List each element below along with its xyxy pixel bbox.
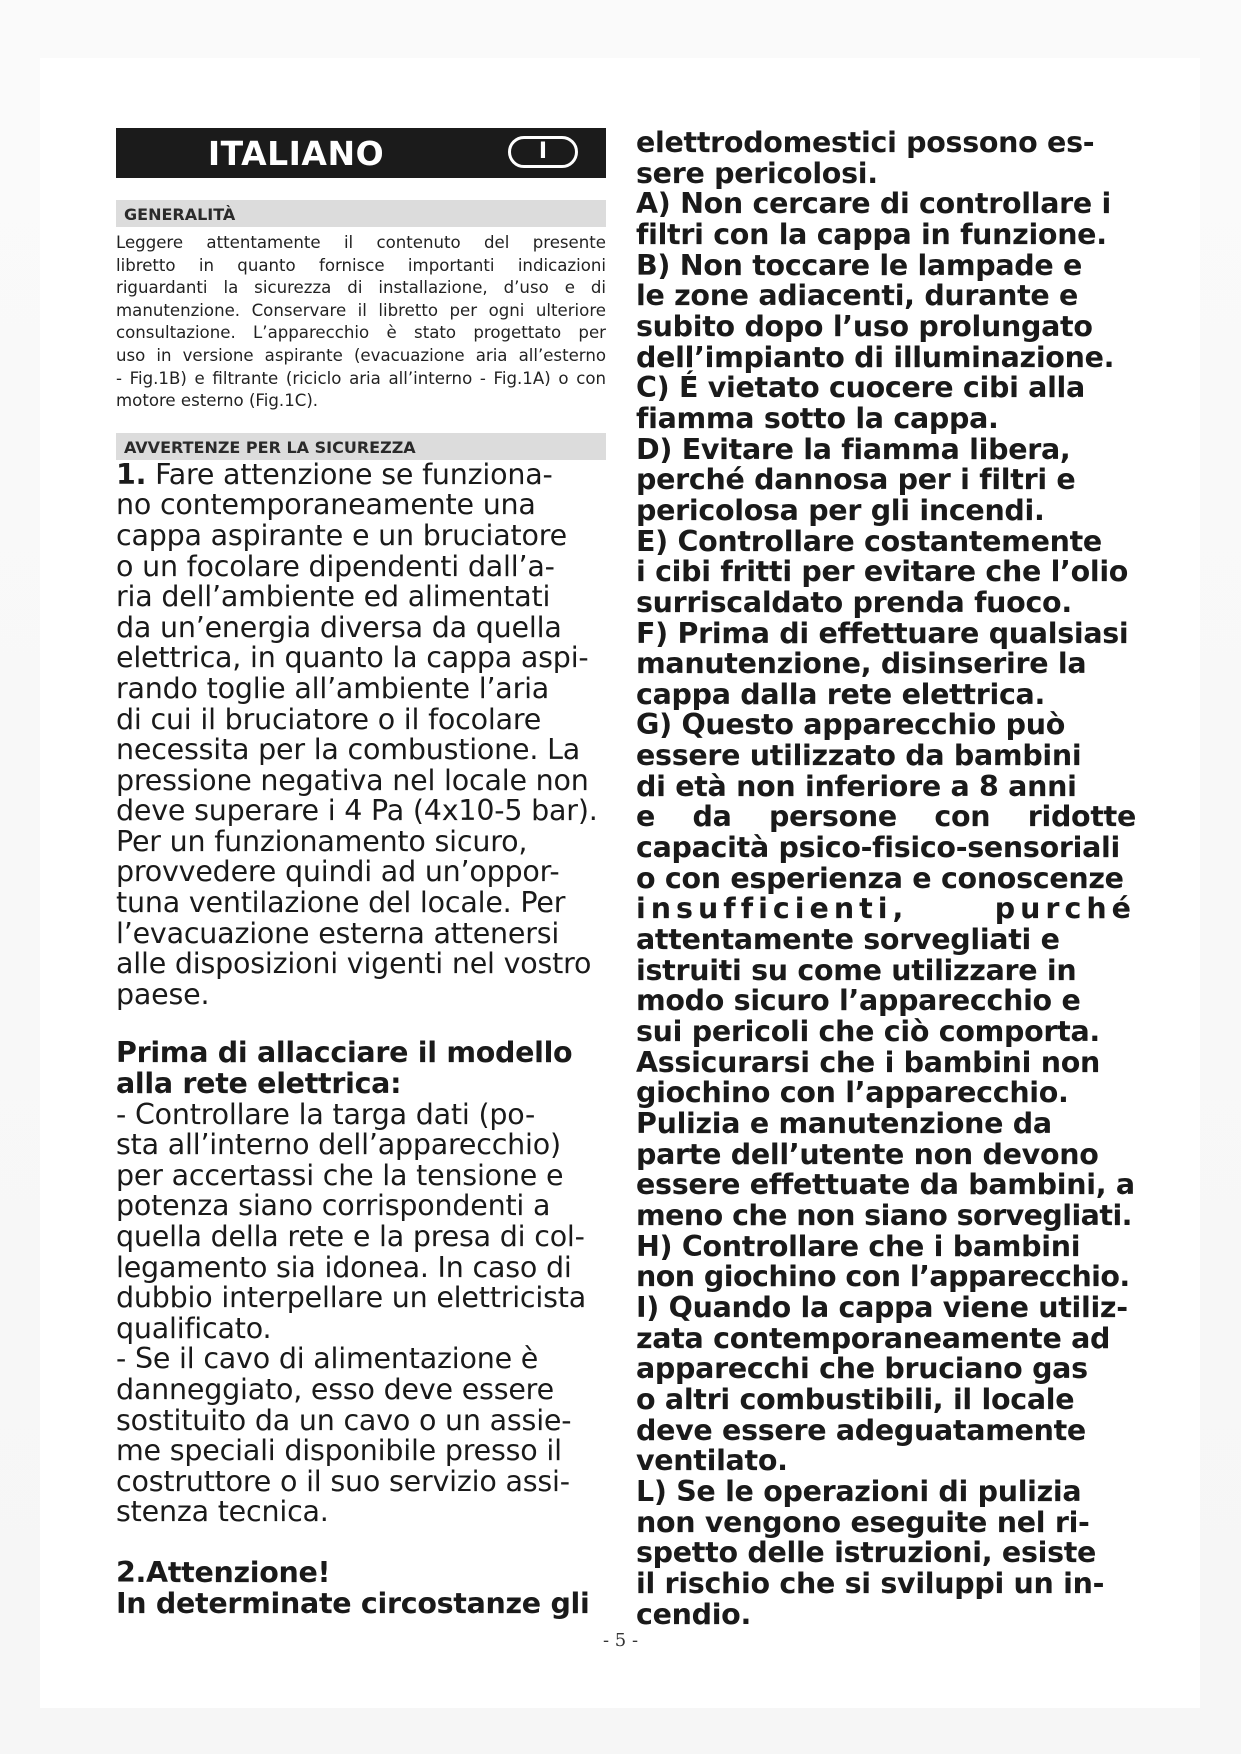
text-line: - Se il cavo di alimentazione è <box>116 1342 539 1376</box>
language-banner <box>116 128 606 178</box>
text-line: A) Non cercare di controllare i <box>636 187 1112 221</box>
text-line: elettrodomestici possono es- <box>636 126 1095 159</box>
text-line: non vengono eseguite nel ri- <box>636 1505 1090 1539</box>
text-line: manutenzione. Conservare il libretto per ogni ulteriore <box>116 300 606 320</box>
text-line: legamento sia idonea. In caso di <box>116 1250 572 1284</box>
text-line: o altri combustibili, il locale <box>636 1382 1075 1416</box>
text-line: apparecchi che bruciano gas <box>636 1352 1088 1386</box>
text-line: - Fig.1B) e filtrante (riciclo aria all’interno - Fig.1A) o con <box>116 368 606 388</box>
text-line: riguardanti la sicurezza di installazione, d’uso e di <box>116 278 606 298</box>
text-line: e da persone con ridotte <box>636 800 1136 834</box>
text-line: 1. Fare attenzione se funziona- <box>116 457 553 491</box>
text-line: subito dopo l’uso prolungato <box>636 309 1093 343</box>
text-line: da un’energia diversa da quella <box>116 610 562 644</box>
text-line: Per un funzionamento sicuro, <box>116 824 528 858</box>
text-line: deve essere adeguatamente <box>636 1413 1086 1447</box>
text-line: danneggiato, esso deve essere <box>116 1372 554 1406</box>
text-line: consultazione. L’apparecchio è stato progettato per <box>116 323 606 343</box>
text-line: alla rete elettrica: <box>116 1067 402 1101</box>
text-line: o con esperienza e conoscenze <box>636 861 1124 895</box>
connection-paragraph <box>116 1097 606 1529</box>
text-line: paese. <box>116 977 210 1011</box>
text-line: libretto in quanto fornisce importanti indicazioni <box>116 255 606 275</box>
text-line: fiamma sotto la cappa. <box>636 401 999 435</box>
text-line: In determinate circostanze gli <box>116 1586 590 1620</box>
text-line: D) Evitare la fiamma libera, <box>636 432 1071 466</box>
text-line: parte dell’utente non devono <box>636 1137 1099 1171</box>
text-line: cappa dalla rete elettrica. <box>636 677 1046 711</box>
text-line: sta all’interno dell’apparecchio) <box>116 1128 561 1162</box>
text-line: attentamente sorvegliati e <box>636 923 1060 957</box>
text-line: motore esterno (Fig.1C). <box>116 391 319 411</box>
safety-item-1 <box>116 457 606 1011</box>
text-line: tuna ventilazione del locale. Per <box>116 886 566 920</box>
text-line: per accertassi che la tensione e <box>116 1158 564 1192</box>
text-line: Assicurarsi che i bambini non <box>636 1045 1100 1079</box>
text-line: o un focolare dipendenti dall’a- <box>116 549 555 583</box>
text-line: provvedere quindi ad un’oppor- <box>116 855 560 889</box>
text-line: perché dannosa per i filtri e <box>636 463 1076 497</box>
text-line: istruiti su come utilizzare in <box>636 953 1077 987</box>
text-line: potenza siano corrispondenti a <box>116 1189 551 1223</box>
text-line: dubbio interpellare un elettricista <box>116 1281 586 1315</box>
page-number: - 5 - <box>602 1630 639 1651</box>
text-line: giochino con l’apparecchio. <box>636 1076 1069 1110</box>
warnings-list <box>636 128 1136 1630</box>
text-line: Prima di allacciare il modello <box>116 1036 573 1070</box>
text-line: no contemporaneamente una <box>116 488 536 522</box>
text-line: qualificato. <box>116 1311 272 1345</box>
text-line: I) Quando la cappa viene utiliz- <box>636 1290 1128 1324</box>
safety-item-2 <box>116 1555 606 1620</box>
text-line: le zone adiacenti, durante e <box>636 279 1079 313</box>
text-line: B) Non toccare le lampade e <box>636 248 1083 282</box>
language-title: ITALIANO <box>207 134 385 173</box>
text-line: surriscaldato prenda fuoco. <box>636 585 1072 619</box>
text-line: spetto delle istruzioni, esiste <box>636 1536 1097 1570</box>
text-line: quella della rete e la presa di col- <box>116 1220 585 1253</box>
text-line: i cibi fritti per evitare che l’olio <box>636 555 1129 589</box>
text-line: modo sicuro l’apparecchio e <box>636 984 1081 1018</box>
text-line: pressione negativa nel locale non <box>116 763 589 797</box>
text-line: uso in versione aspirante (evacuazione aria all’esterno <box>116 345 606 365</box>
text-line: insufficienti, purché <box>636 892 1136 926</box>
text-line: essere effettuate da bambini, a <box>636 1168 1135 1202</box>
text-line: sostituito da un cavo o un assie- <box>116 1403 572 1437</box>
text-line: zata contemporaneamente ad <box>636 1321 1111 1355</box>
text-line: Leggere attentamente il contenuto del presente <box>116 233 606 252</box>
right-column <box>636 128 1136 1630</box>
language-badge: I <box>508 136 578 168</box>
text-line: 2.Attenzione! <box>116 1555 331 1589</box>
general-heading: GENERALITÀ <box>116 200 606 227</box>
text-line: cappa aspirante e un bruciatore <box>116 518 567 552</box>
general-paragraph <box>116 232 606 413</box>
safety-heading: AVVERTENZE PER LA SICUREZZA <box>116 433 606 460</box>
text-line: non giochino con l’apparecchio. <box>636 1260 1130 1294</box>
connection-heading <box>116 1038 606 1099</box>
text-line: cendio. <box>636 1597 751 1631</box>
text-line: elettrica, in quanto la cappa aspi- <box>116 641 589 675</box>
text-line: manutenzione, disinserire la <box>636 647 1087 681</box>
text-line: necessita per la combustione. La <box>116 733 581 767</box>
left-column <box>116 128 606 1619</box>
text-line: essere utilizzato da bambini <box>636 739 1082 773</box>
text-line: C) É vietato cuocere cibi alla <box>636 371 1085 405</box>
text-line: sere pericolosi. <box>636 156 878 190</box>
text-line: filtri con la cappa in funzione. <box>636 217 1107 251</box>
text-line: rando toglie all’ambiente l’aria <box>116 671 550 705</box>
text-line: L) Se le operazioni di pulizia <box>636 1474 1082 1508</box>
text-line: ria dell’ambiente ed alimentati <box>116 580 551 614</box>
item-number: 1. <box>116 457 147 491</box>
text-line: G) Questo apparecchio può <box>636 708 1066 742</box>
text-line: di età non inferiore a 8 anni <box>636 769 1077 803</box>
text-line: - Controllare la targa dati (po- <box>116 1097 536 1131</box>
text-line: capacità psico-fisico-sensoriali <box>636 831 1120 865</box>
text-line: deve superare i 4 Pa (4x10-5 bar). <box>116 794 598 828</box>
text-line: l’evacuazione esterna attenersi <box>116 916 560 950</box>
text-line: ventilato. <box>636 1444 788 1478</box>
text-line: Pulizia e manutenzione da <box>636 1107 1052 1140</box>
text-line: di cui il bruciatore o il focolare <box>116 702 542 736</box>
text-line: H) Controllare che i bambini <box>636 1229 1081 1263</box>
text-line: E) Controllare costantemente <box>636 524 1102 558</box>
text-line: alle disposizioni vigenti nel vostro <box>116 947 592 981</box>
text-line: me speciali disponibile presso il <box>116 1434 562 1468</box>
text-line: dell’impianto di illuminazione. <box>636 340 1115 374</box>
text-line: stenza tecnica. <box>116 1495 329 1529</box>
text-line: F) Prima di effettuare qualsiasi <box>636 616 1129 650</box>
text-line: sui pericoli che ciò comporta. <box>636 1015 1100 1049</box>
text-line: il rischio che si sviluppi un in- <box>636 1566 1105 1600</box>
text-line: meno che non siano sorvegliati. <box>636 1198 1132 1232</box>
text-line: costruttore o il suo servizio assi- <box>116 1464 570 1498</box>
text-line: pericolosa per gli incendi. <box>636 493 1045 527</box>
